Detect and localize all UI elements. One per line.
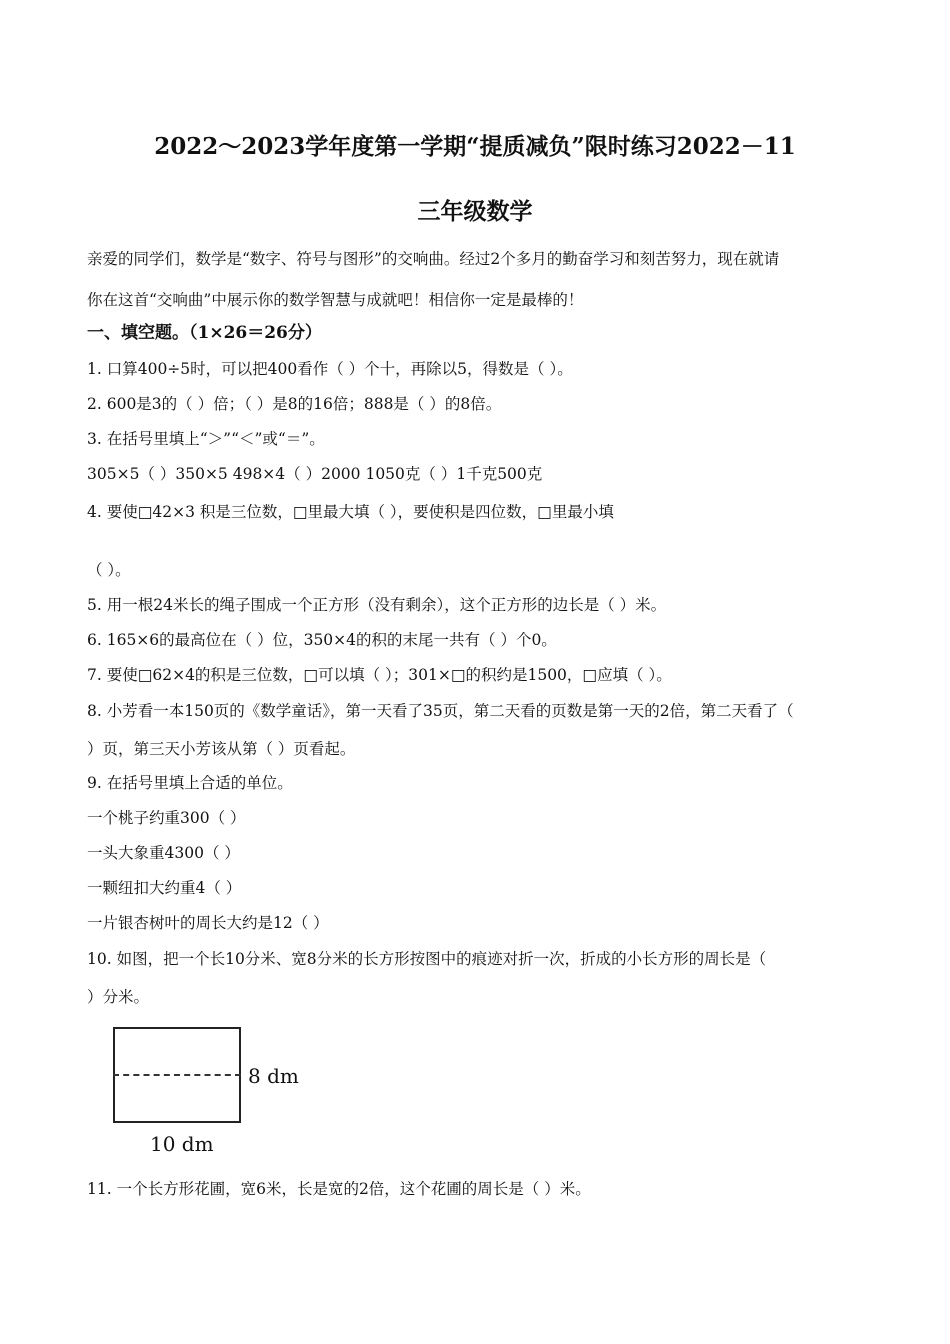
exam-subtitle: 三年级数学: [417, 198, 533, 225]
question-2: 2. 600是3的（ ）倍；（ ）是8的16倍；888是（ ）的8倍。: [87, 395, 502, 413]
question-9-item-3: 一颗纽扣大约重4（ ）: [87, 879, 242, 897]
fold-line: [113, 1074, 241, 1076]
question-4: 4. 要使□42×3 积是三位数，□里最大填（ ），要使积是四位数，□里最小填: [87, 503, 614, 521]
question-9-item-2: 一头大象重4300（ ）: [87, 844, 240, 862]
question-8-cont: ）页，第三天小芳该从第（ ）页看起。: [87, 740, 356, 758]
question-10-cont: ）分米。: [87, 988, 150, 1006]
question-1: 1. 口算400÷5时，可以把400看作（ ）个十，再除以5，得数是（ ）。: [87, 360, 573, 378]
question-3-items: 305×5（ ）350×5 498×4（ ）2000 1050克（ ）1千克500克: [87, 465, 543, 483]
question-11: 11. 一个长方形花圃，宽6米，长是宽的2倍，这个花圃的周长是（ ）米。: [87, 1180, 591, 1198]
question-9-item-4: 一片银杏树叶的周长大约是12（ ）: [87, 914, 329, 932]
question-3: 3. 在括号里填上“＞”“＜”或“＝”。: [87, 430, 325, 448]
question-10: 10. 如图，把一个长10分米、宽8分米的长方形按图中的痕迹对折一次，折成的小长方形的周长是（: [87, 950, 767, 968]
intro-line-2: 你在这首“交响曲”中展示你的数学智慧与成就吧！相信你一定是最棒的！: [87, 291, 584, 309]
intro-line-1: 亲爱的同学们，数学是“数字、符号与图形”的交响曲。经过2个多月的勤奋学习和刻苦努力，现在就请: [87, 250, 780, 268]
width-label: 10 dm: [150, 1132, 214, 1156]
rectangle-figure: [108, 1022, 318, 1162]
question-5: 5. 用一根24米长的绳子围成一个正方形（没有剩余），这个正方形的边长是（ ）米。: [87, 596, 667, 614]
question-9-item-1: 一个桃子约重300（ ）: [87, 809, 246, 827]
question-9: 9. 在括号里填上合适的单位。: [87, 774, 293, 792]
height-label: 8 dm: [248, 1064, 299, 1088]
question-4-cont: （ ）。: [87, 561, 131, 579]
question-6: 6. 165×6的最高位在（ ）位，350×4的积的末尾一共有（ ）个0。: [87, 631, 557, 649]
question-7: 7. 要使□62×4的积是三位数，□可以填（ ）；301×□的积约是1500，□应填（ ）。: [87, 666, 672, 684]
question-8: 8. 小芳看一本150页的《数学童话》，第一天看了35页，第二天看的页数是第一天的2倍，第二天看了（: [87, 702, 794, 720]
exam-title: 2022～2023学年度第一学期“提质减负”限时练习2022－11: [154, 133, 796, 160]
section-heading: 一、填空题。（1×26＝26分）: [87, 323, 322, 343]
